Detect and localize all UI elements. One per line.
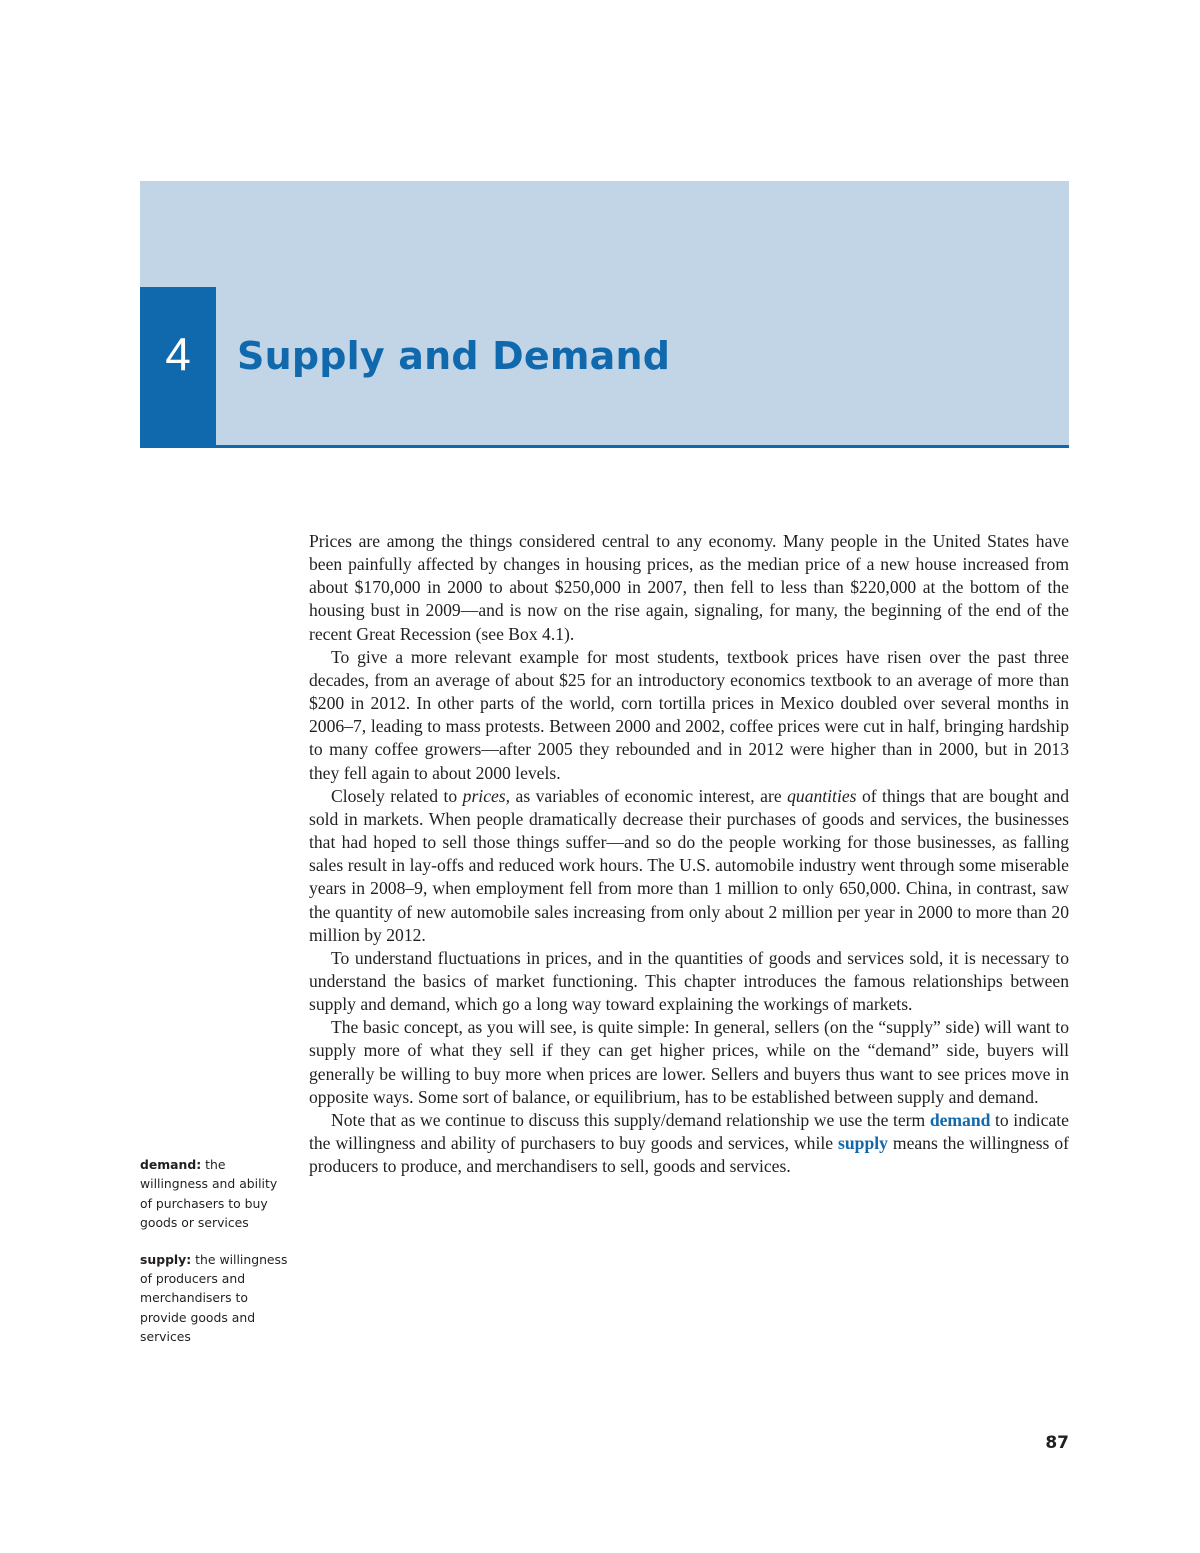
paragraph-6 — [309, 1109, 1069, 1178]
paragraph-4: To understand fluctuations in prices, and in the quantities of goods and services sold, it is necessary to understand the basics of market functioning. This chapter introduces the famous relationships between supply and demand, which go a long way toward explaining the workings of markets. — [309, 947, 1069, 1015]
chapter-number-box — [140, 287, 216, 448]
keyword-supply: supply — [838, 1133, 888, 1154]
glossary-definition: the willingness of producers and merchandisers to provide goods and services — [140, 1251, 288, 1345]
glossary-term: supply: — [140, 1251, 192, 1267]
page-number: 87 — [1045, 1433, 1069, 1453]
chapter-body — [309, 530, 1069, 1178]
paragraph-6-text-c: means the willingness of producers to produce, and merchandisers to sell, goods and services. — [309, 1133, 1069, 1177]
chapter-banner-rule — [140, 445, 1069, 448]
keyword-demand: demand — [929, 1109, 991, 1130]
chapter-number: 4 — [165, 328, 191, 380]
glossary-entry-demand — [140, 1155, 290, 1233]
paragraph-3-text-a: Closely related to — [331, 785, 463, 806]
paragraph-2: To give a more relevant example for most students, textbook prices have risen over the past three decades, from an average of about $25 for an introductory economics textbook to an average of more than $200 in 2012. In other parts of the world, corn tortilla prices in Mexico doubled over several months in 2006–7, leading to mass protests. Between 2000 and 2002, coffee prices were cut in half, bringing hardship to many coffee growers—after 2005 they rebounded and in 2012 were higher than in 2000, but in 2013 they fell again to about 2000 levels. — [309, 646, 1069, 783]
chapter-banner — [140, 181, 1069, 447]
emphasis-quantities: quantities — [787, 785, 857, 806]
glossary-definition: the willingness and ability of purchasers to buy goods or services — [140, 1157, 278, 1231]
glossary-sidebar — [140, 1155, 290, 1364]
paragraph-3 — [309, 785, 1069, 947]
paragraph-5: The basic concept, as you will see, is quite simple: In general, sellers (on the “supply” side) will want to supply more of what they sell if they can get higher prices, while on the “demand” side, buyers will generally be willing to buy more when prices are lower. Sellers and buyers thus want to see prices move in opposite ways. Some sort of balance, or equilibrium, has to be established between supply and demand. — [309, 1017, 1069, 1107]
paragraph-3-text-b: as variables of economic interest, are — [510, 785, 788, 806]
chapter-title: Supply and Demand — [237, 334, 671, 378]
paragraph-3-text-c: of things that are bought and sold in markets. When people dramatically decrease their purchases of goods and services, the businesses that had hoped to sell those things suffer—and so do the people working for those businesses, as falling sales result in lay-offs and reduced work hours. The U.S. automobile industry went through some miserable years in 2008–9, when employment fell from more than 1 million to only 650,000. China, in contrast, saw the quantity of new automobile sales increasing from only about 2 million per year in 2000 to more than 20 million by 2012. — [309, 785, 1070, 945]
glossary-entry-supply — [140, 1250, 290, 1347]
glossary-term: demand: — [140, 1157, 202, 1172]
paragraph-6-text-b: to indicate the willingness and ability of purchasers to buy goods and services, while — [309, 1109, 1069, 1154]
paragraph-6-text-a: Note that as we continue to discuss this supply/demand relationship we use the term — [331, 1109, 930, 1130]
emphasis-prices: prices, — [462, 785, 511, 806]
paragraph-1: Prices are among the things considered central to any economy. Many people in the United States have been painfully affected by changes in housing prices, as the median price of a new house increased from about $170,000 in 2000 to about $250,000 in 2007, then fell to less than $220,000 at the bottom of the housing bust in 2009—and is now on the rise again, signaling, for many, the beginning of the end of the recent Great Recession (see Box 4.1). — [309, 531, 1069, 644]
